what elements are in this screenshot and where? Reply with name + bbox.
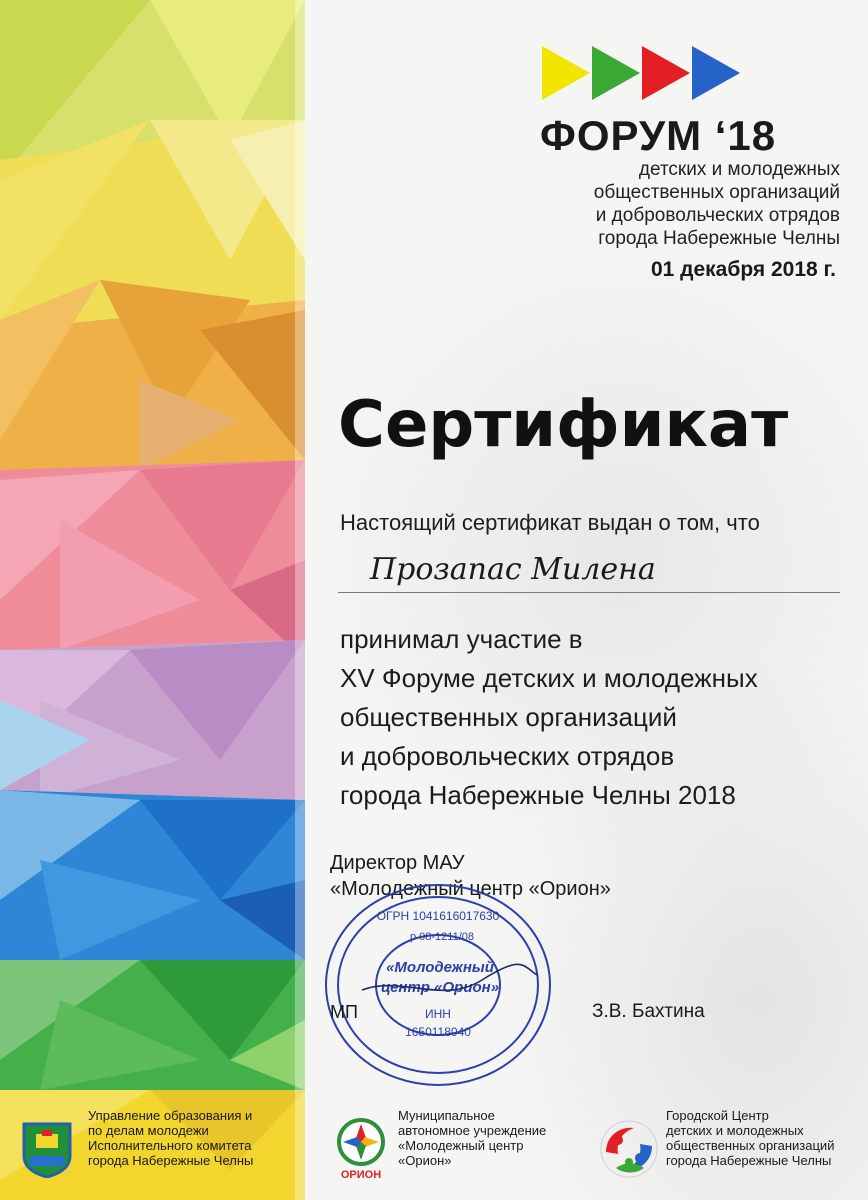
stamp-inn: 1650118040 [405,1025,471,1039]
footer-org-line: Управление образования и [88,1108,253,1123]
footer-org-line: «Молодежный центр [398,1138,524,1153]
footer-org-education [88,1108,253,1168]
orion-logo-icon [330,1116,392,1182]
footer-org-line: Исполнительного комитета [88,1138,252,1153]
orion-logo-text: ОРИОН [340,1169,382,1181]
footer-org-line: автономное учреждение [398,1123,547,1138]
footer-org-orion [398,1108,546,1168]
body-line: города Набережные Челны 2018 [340,780,736,810]
recipient-name: Прозапас Милена [370,552,656,587]
forum-date: 01 декабря 2018 г. [650,258,836,281]
footer-org-line: общественных организаций [666,1138,835,1153]
director-line: «Молодежный центр «Орион» [330,878,611,900]
footer-org-line: Муниципальное [398,1108,495,1123]
stamp-center2: центр «Орион» [380,979,500,996]
forum-subtitle-line: общественных организаций [593,182,840,203]
body-line: и добровольческих отрядов [340,741,675,771]
stamp-reg: р 08-1211/08 [409,931,475,943]
triangle-mosaic [0,0,305,1200]
body-line: общественных организаций [340,702,677,732]
youth-center-logo-icon [598,1118,660,1180]
certificate-body [340,620,860,815]
forum-subtitle-line: города Набережные Челны [598,228,840,249]
footer-org-line: города Набережные Челны [88,1153,254,1168]
decorative-mosaic-panel [0,0,305,1200]
body-line: принимал участие в [340,624,583,654]
city-emblem-icon [20,1120,74,1178]
official-stamp [322,880,554,1090]
forum-title: ФОРУМ ‘18 [540,112,777,159]
director-line: Директор МАУ [330,852,465,874]
footer-org-line: Городской Центр [666,1108,769,1123]
footer-org-line: по делам молодежи [88,1123,209,1138]
footer-org-line: города Набережные Челны [666,1153,832,1168]
stamp-inn-label: ИНН [425,1007,451,1021]
issued-text: Настоящий сертификат выдан о том, что [340,510,760,535]
certificate-title: Сертификат [338,388,789,462]
forum-subtitle-line: и добровольческих отрядов [595,205,840,226]
forum-subtitle [540,158,840,250]
forum-arrows-logo [540,44,740,102]
recipient-underline [338,592,840,593]
stamp-center1: «Молодежный [386,959,494,976]
footer-org-city-center [666,1108,834,1168]
forum-subtitle-line: детских и молодежных [638,159,840,180]
footer-org-line: «Орион» [398,1153,452,1168]
body-line: XV Форуме детских и молодежных [340,663,758,693]
mp-label: МП [330,1002,358,1022]
stamp-ogrn: ОГРН 1041616017630 [376,909,500,923]
footer-org-line: детских и молодежных [666,1123,804,1138]
signer-name: З.В. Бахтина [592,1001,705,1022]
